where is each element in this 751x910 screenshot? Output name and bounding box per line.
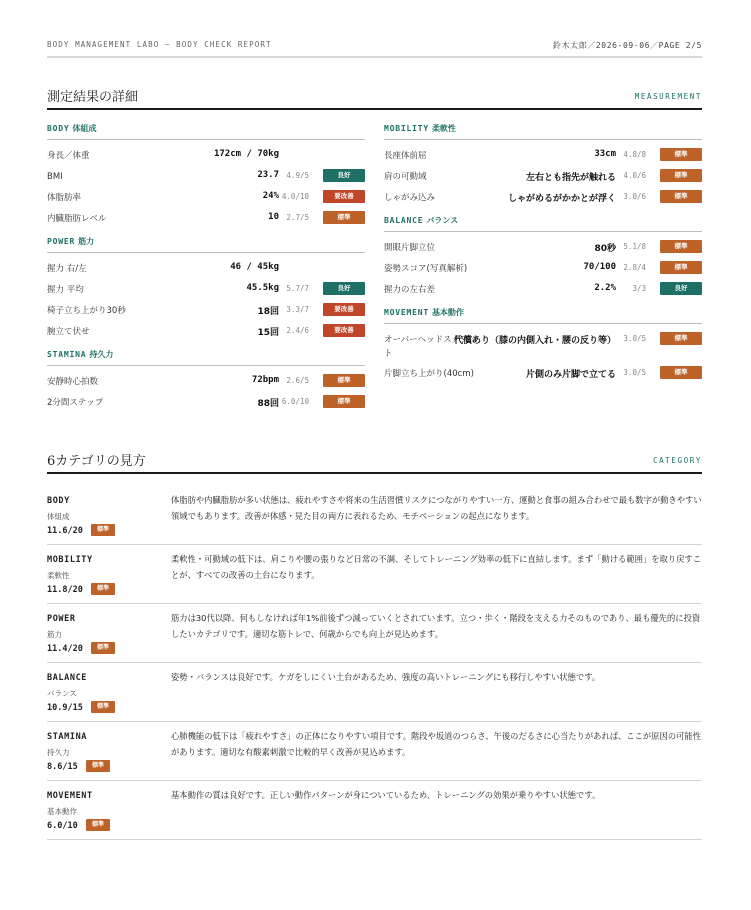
- measurement-section-header: [47, 86, 702, 110]
- category-name-jp: 持久力: [47, 748, 70, 757]
- category-row: [47, 604, 702, 663]
- group-name-jp: 基本動作: [431, 308, 464, 317]
- measure-group: [47, 123, 365, 228]
- measure-value: 70/100: [583, 262, 616, 272]
- measure-value: 18回: [257, 307, 279, 317]
- measure-row: [47, 320, 365, 341]
- status-badge: 良好: [323, 282, 365, 295]
- measure-value: 88回: [257, 399, 279, 409]
- group-name-jp: 持久力: [89, 350, 114, 359]
- group-code: MOVEMENT: [384, 308, 429, 317]
- measure-value: 2.2%: [594, 283, 616, 293]
- measure-label: 腕立て伏せ: [47, 327, 90, 337]
- measure-label: 握力 平均: [47, 285, 84, 295]
- measure-row: [384, 257, 702, 278]
- status-badge: 良好: [660, 282, 702, 295]
- category-name-jp: 筋力: [47, 630, 62, 639]
- measure-score: 3.3/7: [286, 305, 309, 314]
- category-row: [47, 486, 702, 545]
- status-badge: 標準: [660, 169, 702, 182]
- category-code: BODY: [47, 496, 70, 506]
- group-name-jp: 柔軟性: [431, 124, 456, 133]
- measure-score: 4.0/10: [281, 192, 309, 201]
- measure-label: 内臓脂肪レベル: [47, 214, 107, 224]
- category-code: MOBILITY: [47, 555, 93, 565]
- measure-label: 安静時心拍数: [47, 377, 99, 387]
- measure-group: [384, 307, 702, 383]
- measure-row: [384, 328, 702, 362]
- measure-row: [384, 362, 702, 383]
- measure-score: 6.0/10: [281, 397, 309, 406]
- group-name-jp: バランス: [426, 216, 459, 225]
- category-score: 11.6/20: [47, 526, 83, 536]
- status-badge: 標準: [91, 524, 115, 536]
- status-badge: 標準: [660, 261, 702, 274]
- group-code: BALANCE: [384, 216, 424, 225]
- measure-label: 握力の左右差: [384, 285, 436, 295]
- measure-value: 代償あり（膝の内側入れ・腰の反り等）: [453, 336, 616, 346]
- category-description: 姿勢・バランスは良好です。ケガをしにくい土台があるため、強度の高いトレーニングにも移行しやすい状態です。: [171, 672, 601, 682]
- measure-value: 左右とも指先が触れる: [525, 173, 616, 183]
- measure-score: 4.0/6: [623, 171, 646, 180]
- measure-value: 33cm: [594, 149, 616, 159]
- measure-value: 172cm / 70kg: [213, 149, 279, 159]
- category-code: STAMINA: [47, 732, 88, 742]
- category-score: 11.8/20: [47, 585, 83, 595]
- measure-score: 5.1/8: [623, 242, 646, 251]
- measure-score: 4.8/8: [623, 150, 646, 159]
- measurement-column-right: [384, 123, 702, 391]
- status-badge: 標準: [660, 240, 702, 253]
- measure-row: [47, 186, 365, 207]
- category-list: [47, 486, 702, 840]
- group-title: [384, 123, 702, 140]
- measure-value: 80秒: [594, 244, 616, 254]
- category-code: MOVEMENT: [47, 791, 93, 801]
- measure-row: [384, 165, 702, 186]
- measure-score: 2.4/6: [286, 326, 309, 335]
- status-badge: 標準: [660, 190, 702, 203]
- measurement-title: 測定結果の詳細: [47, 90, 139, 105]
- measure-group: [47, 236, 365, 341]
- measure-label: 2分間ステップ: [47, 398, 104, 408]
- category-description: 体脂肪や内臓脂肪が多い状態は、疲れやすさや将来の生活習慣リスクにつながりやすい一方、運動と食事の組み合わせで最も数字が動きやすい領域でもあります。改善が体感・見た目の両方に表れるため、モチベーションの起点になります。: [171, 495, 702, 521]
- measure-row: [47, 370, 365, 391]
- status-badge: 標準: [91, 583, 115, 595]
- category-score: 11.4/20: [47, 644, 83, 654]
- measure-score: 2.7/5: [286, 213, 309, 222]
- category-description: 基本動作の質は良好です。正しい動作パターンが身についているため、トレーニングの効果が乗りやすい状態です。: [171, 790, 601, 800]
- status-badge: 標準: [86, 760, 110, 772]
- measure-score: 3.0/6: [623, 192, 646, 201]
- category-row: [47, 663, 702, 722]
- measure-value: 45.5kg: [246, 283, 279, 293]
- category-row: [47, 545, 702, 604]
- group-name-jp: 体組成: [72, 124, 97, 133]
- category-tag: CATEGORY: [653, 456, 702, 465]
- report-brand: BODY MANAGEMENT LABO — BODY CHECK REPORT: [47, 40, 272, 49]
- measure-value: 23.7: [257, 170, 279, 180]
- measure-value: 10: [268, 212, 279, 222]
- measure-group: [384, 123, 702, 207]
- category-section-header: [47, 450, 702, 474]
- measure-row: [47, 144, 365, 165]
- measure-score: 5.7/7: [286, 284, 309, 293]
- status-badge: 標準: [660, 366, 702, 379]
- measure-label: しゃがみ込み: [384, 193, 436, 203]
- status-badge: 標準: [660, 148, 702, 161]
- category-name-jp: 柔軟性: [47, 571, 70, 580]
- category-score: 8.6/15: [47, 762, 78, 772]
- measure-label: 開眼片脚立位: [384, 243, 436, 253]
- measure-label: 握力 右/左: [47, 264, 87, 274]
- measure-label: 姿勢スコア(写真解析): [384, 264, 468, 274]
- status-badge: 標準: [323, 395, 365, 408]
- measure-label: BMI: [47, 172, 63, 182]
- group-code: POWER: [47, 237, 76, 246]
- category-score: 6.0/10: [47, 821, 78, 831]
- measure-score: 2.6/5: [286, 376, 309, 385]
- group-title: [47, 236, 365, 253]
- category-code: POWER: [47, 614, 76, 624]
- status-badge: 標準: [91, 701, 115, 713]
- status-badge: 標準: [660, 332, 702, 345]
- category-name-jp: 基本動作: [47, 807, 77, 816]
- measure-label: オーバーヘッドスクワット: [384, 335, 477, 359]
- measure-value: 24%: [262, 191, 279, 201]
- measure-score: 3.0/5: [623, 334, 646, 343]
- group-title: [384, 307, 702, 324]
- measure-label: 椅子立ち上がり30秒: [47, 306, 126, 316]
- category-row: [47, 722, 702, 781]
- status-badge: 標準: [323, 374, 365, 387]
- measure-label: 長座体前屈: [384, 151, 427, 161]
- measure-row: [47, 165, 365, 186]
- measure-row: [47, 207, 365, 228]
- category-description: 心肺機能の低下は「疲れやすさ」の正体になりやすい項目です。階段や坂道のつらさ、午後のだるさに心当たりがあれば、ここが原因の可能性があります。適切な有酸素刺激で比較的早く改善が見込めます。: [171, 731, 702, 757]
- measure-label: 肩の可動域: [384, 172, 427, 182]
- status-badge: 標準: [91, 642, 115, 654]
- measure-row: [47, 299, 365, 320]
- measure-score: 2.8/4: [623, 263, 646, 272]
- measure-value: 15回: [257, 328, 279, 338]
- group-name-jp: 筋力: [78, 237, 95, 246]
- measure-score: 3.0/5: [623, 368, 646, 377]
- category-description: 筋力は30代以降、何もしなければ年1%前後ずつ減っていくとされています。立つ・歩く・階段を支える力そのものであり、最も優先的に投資したいカテゴリです。適切な筋トレで、何歳からでも向上が見込めます。: [171, 613, 701, 639]
- status-badge: 要改善: [323, 190, 365, 203]
- category-code: BALANCE: [47, 673, 88, 683]
- measure-score: 3/3: [632, 284, 646, 293]
- category-name-jp: 体組成: [47, 512, 70, 521]
- measure-label: 片脚立ち上がり(40cm): [384, 369, 474, 379]
- measure-group: [384, 215, 702, 299]
- status-badge: 標準: [86, 819, 110, 831]
- measure-row: [384, 278, 702, 299]
- category-title: 6カテゴリの見方: [47, 454, 146, 469]
- measure-row: [47, 278, 365, 299]
- category-row: [47, 781, 702, 840]
- report-meta: 鈴木太郎／2026-09-06／PAGE 2/5: [552, 41, 702, 50]
- measure-label: 体脂肪率: [47, 193, 82, 203]
- measure-value: しゃがめるがかかとが浮く: [507, 194, 616, 204]
- category-description: 柔軟性・可動域の低下は、肩こりや腰の張りなど日常の不調、そしてトレーニング効率の低下に直結します。まず「動ける範囲」を取り戻すことが、すべての改善の土台になります。: [171, 554, 702, 580]
- status-badge: 要改善: [323, 303, 365, 316]
- group-code: BODY: [47, 124, 70, 133]
- measure-value: 46 / 45kg: [230, 262, 279, 272]
- measurement-column-left: [47, 123, 365, 420]
- measure-value: 72bpm: [251, 375, 279, 385]
- measure-row: [47, 257, 365, 278]
- group-title: [47, 349, 365, 366]
- measure-row: [384, 144, 702, 165]
- group-code: MOBILITY: [384, 124, 429, 133]
- measure-row: [384, 236, 702, 257]
- group-title: [47, 123, 365, 140]
- category-name-jp: バランス: [47, 689, 77, 698]
- group-title: [384, 215, 702, 232]
- status-badge: 標準: [323, 211, 365, 224]
- measurement-tag: MEASUREMENT: [634, 92, 702, 101]
- status-badge: 良好: [323, 169, 365, 182]
- measure-group: [47, 349, 365, 412]
- category-score: 10.9/15: [47, 703, 83, 713]
- measure-score: 4.9/5: [286, 171, 309, 180]
- measure-label: 身長／体重: [47, 151, 90, 161]
- measure-row: [384, 186, 702, 207]
- status-badge: 要改善: [323, 324, 365, 337]
- measure-value: 片側のみ片脚で立てる: [525, 370, 616, 380]
- group-code: STAMINA: [47, 350, 87, 359]
- report-header: [47, 38, 702, 58]
- measure-row: [47, 391, 365, 412]
